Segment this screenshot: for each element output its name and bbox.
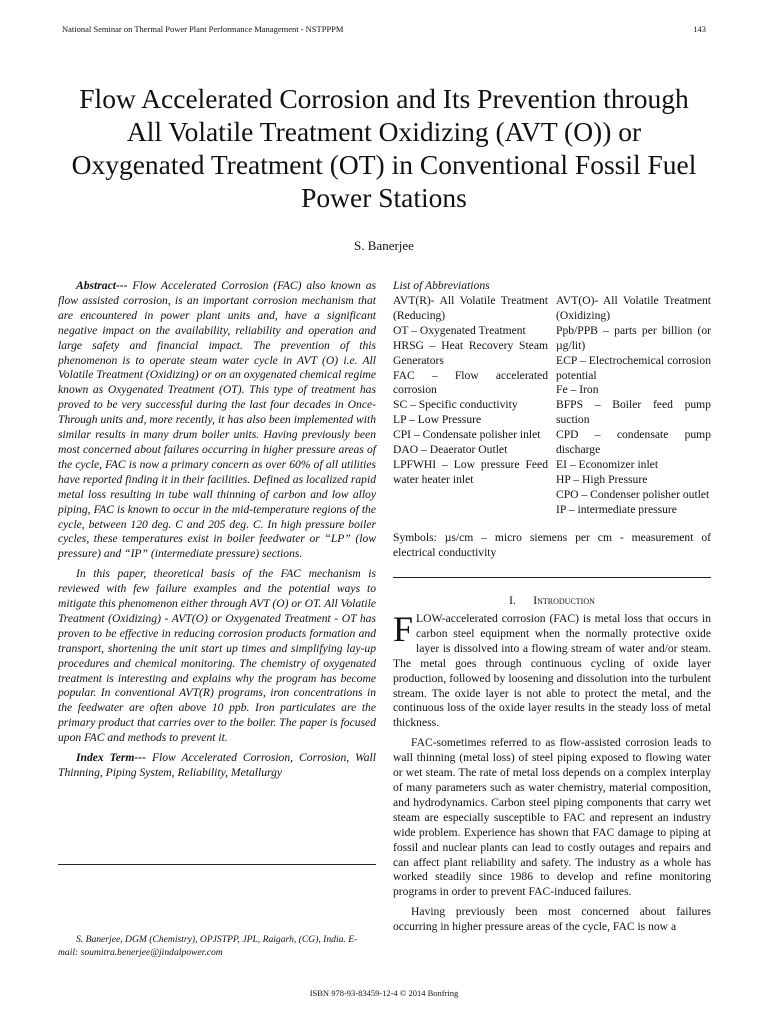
author-name: S. Banerjee [354,238,414,253]
intro-paragraph-3: Having previously been most concerned about failures occurring in higher pressure areas of the cycle, FAC is now a [393,905,711,934]
intro-paragraph-2: FAC-sometimes referred to as flow-assisted corrosion leads to wall thinning (metal loss) of steel piping exposed to flowing water or wet steam. The rate of metal loss depends on a complex interplay of many parameters such as water chemistry, material composition, and hydrodynamics. Carbon steel piping components that carry wet steam are especially susceptible to FAC and represent an industry wide problem. Experience has shown that FAC damage to piping at fossil and nuclear plants can lead to costly outages and repairs and can affect plant reliability and safety. The industry as a whole has worked steadily since 1986 to develop and refine monitoring programs in order to prevent FAC-induced failures. [393,736,711,899]
abstract-text-1: Flow Accelerated Corrosion (FAC) also known as flow assisted corrosion, is an important corrosion mechanism that are encountered in power plant units and, have a significant negative impact on the availability, reliability and operation and large safety and financial impact. The prevention of this phenomenon is to operate steam water cycle in AVT (O) i.e. All Volatile Treatment (Oxidizing) or on an oxygenated chemical regime known as Oxygenated Treatment (OT). This type of treatment has proved to be very successful during the last four decades in Once-Through units and, more recently, it has also been implemented with similar results in many drum boiler units. Having previously been most concerned about failures occurring in higher pressure areas of the cycle, FAC is now a primary concern as over 60% of all utilities have reported finding it in their facilities. Defined as localized rapid metal loss resulting in tube wall thinning of carbon and low alloy piping, FAC is known to occur in the mid-temperature regions of the cycle, between 120 deg. C and 205 deg. C. In high pressure boiler cycles, these temperatures exist in boiler feedwater or “LP” (low pressure) and “IP” (intermediate pressure) sections. [58,279,376,561]
drop-cap: F [393,609,414,649]
abbr-item: FAC – Flow accelerated corrosion [393,368,548,397]
abbr-item: EI – Economizer inlet [556,457,659,471]
section-number: I. [509,594,516,607]
index-terms-label: Index Term--- [76,751,146,765]
running-header [62,24,706,34]
abbr-item: LP – Low Pressure [393,413,482,427]
abbr-item: OT – Oxygenated Treatment [393,323,526,337]
abbr-item: CPD – condensate pump discharge [556,428,711,457]
index-terms-text: Flow Accelerated Corrosion, Corrosion, Wall Thinning, Piping System, Reliability, Metallurgy [58,751,376,779]
abbr-item: DAO – Deaerator Outlet [393,443,508,457]
abbr-item: LPFWHI – Low pressure Feed water heater inlet [393,457,548,486]
abbr-item: HRSG – Heat Recovery Steam Generators [393,338,548,367]
abbr-item: Fe – Iron [556,383,599,397]
author-footnote: S. Banerjee, DGM (Chemistry), OPJSTPP, JPL, Raigarh, (CG), India. E-mail: soumitra.benerjee@jindalpower.com [58,934,358,958]
introduction-column [393,609,711,940]
abstract-paragraph-1 [58,279,376,562]
intro-text-1: LOW-accelerated corrosion (FAC) is metal loss that occurs in carbon steel equipment when the normally protective oxide layer is dissolved into a flowing stream of water and/or steam. The metal goes through continuous cycling of oxide layer production, followed by loosening and dissolution into the turbulent stream. The oxide layer is not able to protect the metal, and the continuous loss of the oxide layer results in the steady loss of metal thickness. [393,612,711,730]
abbr-item: CPI – Condensate polisher inlet [393,428,541,442]
left-divider [58,864,376,865]
abbreviations-right-column [556,294,711,518]
symbols-note: Symbols: µs/cm – micro siemens per cm - measurement of electrical conductivity [393,531,711,559]
abbr-item: CPO – Condenser polisher outlet [556,487,710,501]
paper-title: Flow Accelerated Corrosion and Its Prevention through All Volatile Treatment Oxidizing (AVT (O)) or Oxygenated Treatment (OT) in Conventional Fossil Fuel Power Stations [71,83,697,213]
index-terms [58,751,376,781]
abbr-item: BFPS – Boiler feed pump suction [556,398,711,427]
abbreviations-heading: List of Abbreviations [393,279,490,292]
right-divider [393,577,711,578]
abbr-item: IP – intermediate pressure [556,502,677,516]
abstract-label: Abstract--- [76,279,128,292]
intro-paragraph-1 [393,609,711,731]
abbr-item: ECP – Electrochemical corrosion potential [556,353,711,382]
journal-name: National Seminar on Thermal Power Plant Performance Management - NSTPPPM [62,24,344,34]
abbr-item: HP – High Pressure [556,472,648,486]
section-heading [393,594,711,607]
abstract-column [58,279,376,786]
section-title: Introduction [533,594,595,607]
abbr-item: AVT(R)- All Volatile Treatment (Reducing) [393,294,548,322]
page-number: 143 [693,24,706,34]
abstract-paragraph-2: In this paper, theoretical basis of the FAC mechanism is reviewed with few failure examples and the potential ways to mitigate this phenomenon either through AVT (O) or OT. All Volatile Treatment (Oxidizing) - AVT(O) or Oxygenated Treatment - OT has proven to be effective in reducing corrosion products formation and transport, shortening the unit start up times and simplifying lay-up procedures and chemical monitoring. The chemistry of oxygenated treatment is interesting and explains why the program has become popular. In conventional AVT(R) programs, iron concentrations in the feedwater are often above 10 ppb. Iron particulates are the primary product that carries over to the boiler. The paper is focused upon FAC and methods to prevent it. [58,567,376,745]
abbreviations-list [393,294,711,518]
abbreviations-left-column [393,294,548,518]
abbr-item: Ppb/PPB – parts per billion (or µg/lit) [556,323,711,352]
page-footer: ISBN 978-93-83459-12-4 © 2014 Bonfring [309,988,459,998]
abbr-item: SC – Specific conductivity [393,398,518,412]
abbr-item: AVT(O)- All Volatile Treatment (Oxidizing) [556,294,711,322]
